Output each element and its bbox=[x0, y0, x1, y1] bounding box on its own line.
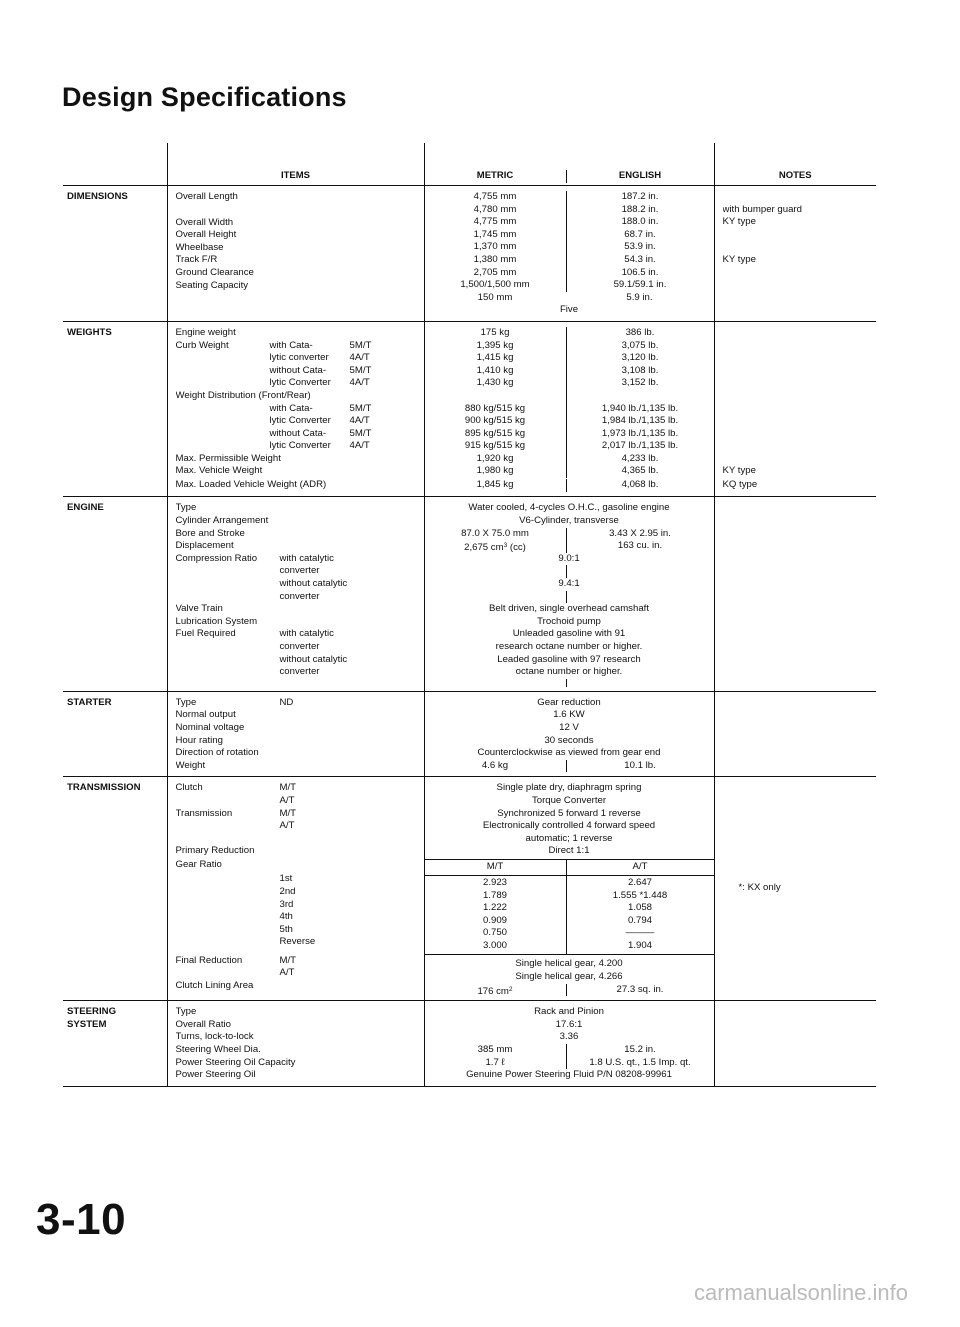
item-label: Weight Distribution (Front/Rear) bbox=[175, 389, 311, 401]
steering-values bbox=[424, 1001, 714, 1087]
note-text: KY type bbox=[722, 465, 756, 477]
item-label: Overall Length bbox=[175, 191, 238, 202]
metric-value: 87.0 X 75.0 mm bbox=[425, 528, 567, 541]
ratio-mt: 1.222 bbox=[482, 902, 507, 914]
section-steering bbox=[63, 1001, 876, 1087]
note-text: *: KX only bbox=[738, 882, 781, 894]
fuel-with-line: research octane number or higher. bbox=[495, 641, 643, 652]
section-label: TRANSMISSION bbox=[63, 777, 167, 1001]
item-sub: 5M/T bbox=[349, 339, 372, 351]
weights-values bbox=[424, 321, 714, 497]
item-sub: lytic Converter bbox=[269, 415, 331, 427]
english-value: 1.8 U.S. qt., 1.5 Imp. qt. bbox=[589, 1056, 691, 1068]
metric-value: 880 kg/515 kg bbox=[425, 403, 567, 416]
english-value: 188.2 in. bbox=[621, 203, 659, 215]
metric-value: 175 kg bbox=[425, 327, 567, 340]
item-sub: without catalytic bbox=[279, 578, 348, 590]
section-label-line: STEERING bbox=[67, 1006, 117, 1018]
metric-value: 1,745 mm bbox=[425, 229, 567, 242]
english-value: 3.43 X 2.95 in. bbox=[609, 527, 671, 539]
item-sub: with Cata- bbox=[269, 339, 313, 351]
ratio-mt: 3.000 bbox=[482, 939, 507, 951]
compression-ratio-without: 9.4:1 bbox=[558, 578, 580, 590]
english-value: 386 lb. bbox=[625, 326, 655, 338]
metric-value: 2,675 cm bbox=[464, 542, 504, 554]
item-label: Max. Loaded Vehicle Weight (ADR) bbox=[175, 478, 327, 490]
item-sub: 4A/T bbox=[349, 440, 370, 452]
dimensions-values bbox=[424, 186, 714, 322]
english-value: 10.1 lb. bbox=[624, 759, 656, 771]
item-label: Overall Height bbox=[175, 229, 237, 241]
starter-type: Gear reduction bbox=[537, 696, 601, 708]
seating-capacity: Five bbox=[559, 304, 579, 316]
metric-value: 176 cm bbox=[477, 985, 509, 997]
starter-output: 1.6 KW bbox=[553, 709, 585, 721]
section-transmission bbox=[63, 777, 876, 1001]
item-sub: converter bbox=[279, 666, 320, 678]
transmission-values bbox=[424, 777, 714, 1001]
superscript: 2 bbox=[508, 985, 513, 993]
transmission-notes bbox=[714, 777, 876, 1001]
item-label: Clutch Lining Area bbox=[175, 980, 254, 992]
english-value: 1,984 lb./1,135 lb. bbox=[601, 415, 679, 427]
engine-notes bbox=[714, 497, 876, 691]
metric-value: 1,410 kg bbox=[425, 365, 567, 378]
weights-items bbox=[167, 321, 424, 497]
english-value: 53.9 in. bbox=[624, 241, 656, 253]
item-sub: converter bbox=[279, 565, 320, 577]
starter-hour-rating: 30 seconds bbox=[544, 734, 594, 746]
dimensions-notes bbox=[714, 186, 876, 322]
primary-reduction: Direct 1:1 bbox=[548, 845, 590, 857]
lubrication-system: Trochoid pump bbox=[537, 615, 601, 627]
watermark: carmanualsonline.info bbox=[693, 1280, 908, 1305]
item-label: Weight bbox=[175, 759, 206, 771]
header-items: ITEMS bbox=[167, 143, 424, 186]
dimensions-items bbox=[167, 186, 424, 322]
steering-type: Rack and Pinion bbox=[534, 1006, 604, 1018]
item-sub: 5M/T bbox=[349, 427, 372, 439]
final-reduction-mt: Single helical gear, 4.200 bbox=[515, 958, 623, 970]
metric-value: 385 mm bbox=[425, 1044, 567, 1057]
item-sub: converter bbox=[279, 590, 320, 602]
english-value: 188.0 in. bbox=[621, 216, 659, 228]
item-label: Power Steering Oil Capacity bbox=[175, 1056, 296, 1068]
steering-turns: 3.36 bbox=[559, 1031, 579, 1043]
english-value: 3,152 lb. bbox=[621, 377, 659, 389]
ratio-at: 0.794 bbox=[627, 914, 652, 926]
spec-table bbox=[63, 143, 876, 1087]
item-sub: A/T bbox=[279, 820, 295, 832]
english-value: 54.3 in. bbox=[624, 253, 656, 265]
note-text: KQ type bbox=[722, 478, 758, 490]
item-label: Primary Reduction bbox=[175, 845, 255, 857]
english-value: 1,940 lb./1,135 lb. bbox=[601, 402, 679, 414]
item-sub: ND bbox=[279, 696, 294, 708]
item-label: Displacement bbox=[175, 540, 234, 552]
item-sub: lytic converter bbox=[269, 352, 329, 364]
item-label: Wheelbase bbox=[175, 241, 224, 253]
metric-suffix: (cc) bbox=[507, 542, 526, 554]
english-value: 106.5 in. bbox=[621, 266, 659, 278]
item-sub: 4A/T bbox=[349, 352, 370, 364]
item-label: Track F/R bbox=[175, 254, 218, 266]
ratio-mt: 1.789 bbox=[482, 889, 507, 901]
item-sub: M/T bbox=[279, 954, 297, 966]
table-header-row bbox=[63, 143, 876, 186]
metric-value: 4,755 mm bbox=[425, 191, 567, 204]
item-label: Normal output bbox=[175, 709, 236, 721]
fuel-without-line: octane number or higher. bbox=[515, 666, 623, 678]
metric-value: 1,395 kg bbox=[425, 340, 567, 353]
header-notes: NOTES bbox=[714, 143, 876, 186]
item-label: Type bbox=[175, 1006, 197, 1018]
item-label: Overall Ratio bbox=[175, 1018, 231, 1030]
ratio-at: 1.058 bbox=[627, 902, 652, 914]
engine-items bbox=[167, 497, 424, 691]
note-text: KY type bbox=[722, 253, 756, 265]
item-label: Max. Vehicle Weight bbox=[175, 465, 263, 477]
ratio-mt: 0.750 bbox=[482, 927, 507, 939]
item-label: Compression Ratio bbox=[175, 552, 258, 564]
engine-arrangement: V6-Cylinder, transverse bbox=[519, 515, 619, 527]
gear-label: 2nd bbox=[279, 885, 296, 897]
english-value: 4,365 lb. bbox=[621, 465, 659, 477]
item-sub: without Cata- bbox=[269, 364, 327, 376]
item-label: Turns, lock-to-lock bbox=[175, 1031, 254, 1043]
starter-voltage: 12 V bbox=[559, 721, 579, 733]
section-weights bbox=[63, 321, 876, 497]
section-label-line: SYSTEM bbox=[67, 1018, 107, 1030]
weights-notes bbox=[714, 321, 876, 497]
section-label: ENGINE bbox=[63, 497, 167, 691]
metric-value: 1.7 ℓ bbox=[425, 1057, 567, 1070]
metric-value: 2,705 mm bbox=[425, 267, 567, 280]
ratio-mt: 0.909 bbox=[482, 914, 507, 926]
item-sub: 5M/T bbox=[349, 364, 372, 376]
item-label: Final Reduction bbox=[175, 954, 243, 966]
item-label: Gear Ratio bbox=[175, 859, 222, 871]
final-reduction-at: Single helical gear, 4.266 bbox=[515, 971, 623, 983]
item-sub: with catalytic bbox=[279, 552, 334, 564]
ratio-mt: 2.923 bbox=[482, 876, 507, 888]
ratio-at: 2.647 bbox=[627, 876, 652, 888]
item-label: Nominal voltage bbox=[175, 721, 245, 733]
english-value: 3,075 lb. bbox=[621, 339, 659, 351]
ratio-header-mt: M/T bbox=[425, 860, 567, 875]
item-label: Hour rating bbox=[175, 734, 223, 746]
clutch-at: Torque Converter bbox=[531, 794, 607, 806]
item-label: Clutch bbox=[175, 782, 203, 794]
metric-value: 1,430 kg bbox=[425, 377, 567, 390]
fuel-with-line: Unleaded gasoline with 91 bbox=[512, 628, 626, 640]
metric-value: 915 kg/515 kg bbox=[425, 440, 567, 453]
clutch-mt: Single plate dry, diaphragm spring bbox=[496, 782, 642, 794]
starter-values bbox=[424, 691, 714, 777]
ratio-at: 1.904 bbox=[627, 939, 652, 951]
gear-label: 4th bbox=[279, 911, 293, 923]
english-value: 15.2 in. bbox=[624, 1044, 656, 1056]
header-metric: METRIC bbox=[425, 170, 567, 183]
steering-ratio: 17.6:1 bbox=[555, 1018, 583, 1030]
section-label: WEIGHTS bbox=[63, 321, 167, 497]
metric-value: 900 kg/515 kg bbox=[425, 415, 567, 428]
english-value: 68.7 in. bbox=[624, 228, 656, 240]
section-starter bbox=[63, 691, 876, 777]
item-sub: M/T bbox=[279, 782, 297, 794]
item-sub: with Cata- bbox=[269, 402, 313, 414]
gear-label: 1st bbox=[279, 873, 293, 885]
section-label bbox=[63, 1001, 167, 1087]
engine-type: Water cooled, 4-cycles O.H.C., gasoline engine bbox=[468, 502, 670, 514]
ratio-at: 1.555 *1.448 bbox=[612, 889, 668, 901]
english-value: 27.3 sq. in. bbox=[616, 983, 664, 995]
gear-ratio-header bbox=[425, 859, 714, 876]
steering-notes bbox=[714, 1001, 876, 1087]
item-label: Transmission bbox=[175, 807, 233, 819]
item-label: Type bbox=[175, 696, 197, 708]
metric-value: 4,780 mm bbox=[425, 204, 567, 217]
engine-values bbox=[424, 497, 714, 691]
english-value: 3,120 lb. bbox=[621, 352, 659, 364]
metric-value: 4.6 kg bbox=[425, 760, 567, 773]
item-label: Lubrication System bbox=[175, 615, 258, 627]
metric-value: 1,500/1,500 mm bbox=[425, 279, 567, 292]
item-sub: without catalytic bbox=[279, 653, 348, 665]
metric-value: 4,775 mm bbox=[425, 216, 567, 229]
item-sub: with catalytic bbox=[279, 628, 334, 640]
transmission-mt: Synchronized 5 forward 1 reverse bbox=[497, 807, 641, 819]
gear-label: 5th bbox=[279, 923, 293, 935]
ratio-at: ——— bbox=[625, 927, 655, 939]
item-label: Type bbox=[175, 502, 197, 514]
item-label: Seating Capacity bbox=[175, 279, 249, 291]
item-sub: 5M/T bbox=[349, 402, 372, 414]
item-label: Valve Train bbox=[175, 603, 223, 615]
english-value: 3,108 lb. bbox=[621, 364, 659, 376]
transmission-at-line: automatic; 1 reverse bbox=[525, 832, 613, 844]
item-sub: without Cata- bbox=[269, 427, 327, 439]
metric-value: 1,415 kg bbox=[425, 352, 567, 365]
metric-value: 1,380 mm bbox=[425, 254, 567, 267]
starter-notes bbox=[714, 691, 876, 777]
english-value: 5.9 in. bbox=[626, 291, 653, 303]
transmission-items bbox=[167, 777, 424, 1001]
item-sub: lytic Converter bbox=[269, 440, 331, 452]
metric-value: 1,980 kg bbox=[425, 465, 567, 478]
metric-value: 1,920 kg bbox=[425, 453, 567, 466]
metric-value: 1,370 mm bbox=[425, 241, 567, 254]
section-dimensions bbox=[63, 186, 876, 322]
metric-value: 1,845 kg bbox=[425, 479, 567, 492]
item-label: Overall Width bbox=[175, 216, 234, 228]
header-english: ENGLISH bbox=[618, 170, 662, 182]
starter-items bbox=[167, 691, 424, 777]
section-label: DIMENSIONS bbox=[63, 186, 167, 322]
english-value: 4,068 lb. bbox=[621, 478, 659, 490]
gear-ratio-values bbox=[425, 876, 714, 956]
english-value: 187.2 in. bbox=[621, 191, 659, 202]
item-label: Ground Clearance bbox=[175, 266, 254, 278]
english-value: 2,017 lb./1,135 lb. bbox=[601, 440, 679, 452]
note-text: with bumper guard bbox=[722, 203, 802, 215]
item-sub: A/T bbox=[279, 967, 295, 979]
english-value: 1,973 lb./1,135 lb. bbox=[601, 427, 679, 439]
item-sub: A/T bbox=[279, 794, 295, 806]
metric-value: 895 kg/515 kg bbox=[425, 428, 567, 441]
note-text: KY type bbox=[722, 216, 756, 228]
page-number: 3-10 bbox=[36, 1195, 127, 1244]
item-label: Bore and Stroke bbox=[175, 527, 245, 539]
gear-label: 3rd bbox=[279, 898, 294, 910]
item-label: Engine weight bbox=[175, 326, 236, 338]
item-label: Fuel Required bbox=[175, 628, 236, 640]
ratio-header-at: A/T bbox=[632, 861, 648, 873]
item-sub: 4A/T bbox=[349, 377, 370, 389]
section-label: STARTER bbox=[63, 691, 167, 777]
transmission-at-line: Electronically controlled 4 forward speed bbox=[482, 820, 656, 832]
compression-ratio-with: 9.0:1 bbox=[558, 552, 580, 564]
item-label: Direction of rotation bbox=[175, 747, 259, 759]
item-label: Steering Wheel Dia. bbox=[175, 1044, 261, 1056]
english-value: 59.1/59.1 in. bbox=[613, 279, 667, 291]
item-sub: 4A/T bbox=[349, 415, 370, 427]
steering-oil: Genuine Power Steering Fluid P/N 08208-99961 bbox=[466, 1069, 672, 1081]
steering-items bbox=[167, 1001, 424, 1087]
metric-value: 150 mm bbox=[477, 291, 513, 303]
valve-train: Belt driven, single overhead camshaft bbox=[489, 603, 649, 615]
page-title: Design Specifications bbox=[62, 82, 347, 112]
superscript: 3 bbox=[503, 542, 508, 550]
item-label: Curb Weight bbox=[175, 339, 229, 351]
header-metric-english bbox=[424, 143, 714, 186]
item-sub: converter bbox=[279, 641, 320, 652]
gear-label: Reverse bbox=[279, 936, 316, 948]
fuel-without-line: Leaded gasoline with 97 research bbox=[497, 653, 641, 665]
item-label: Power Steering Oil bbox=[175, 1069, 256, 1081]
item-sub: lytic Converter bbox=[269, 377, 331, 389]
section-engine bbox=[63, 497, 876, 691]
item-sub: M/T bbox=[279, 807, 297, 819]
english-value: 163 cu. in. bbox=[617, 540, 663, 552]
starter-direction: Counterclockwise as viewed from gear end bbox=[477, 747, 661, 759]
item-label: Cylinder Arrangement bbox=[175, 515, 269, 527]
english-value: 4,233 lb. bbox=[621, 452, 659, 464]
item-label: Max. Permissible Weight bbox=[175, 452, 281, 464]
